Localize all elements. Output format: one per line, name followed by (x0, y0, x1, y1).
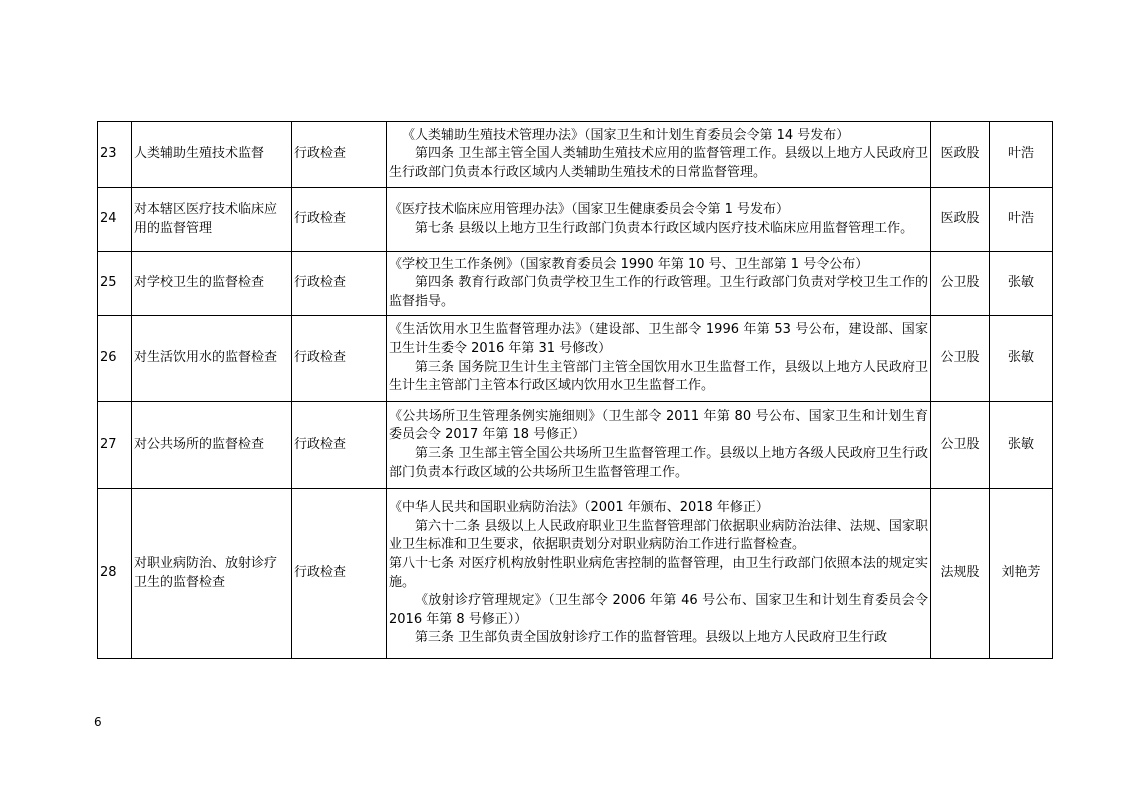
item-name: 对公共场所的监督检查 (132, 402, 292, 489)
legal-basis-paragraph: 第三条 卫生部主管全国公共场所卫生监督管理工作。县级以上地方各级人民政府卫生行政部门负责本行政区域的公共场所卫生监督管理工作。 (389, 446, 928, 480)
legal-basis-paragraph: 第八十七条 对医疗机构放射性职业病危害控制的监督管理，由卫生行政部门依照本法的规定实施。 (389, 555, 928, 590)
item-name: 对职业病防治、放射诊疗卫生的监督检查 (132, 489, 292, 659)
item-legal-basis (387, 402, 931, 489)
item-name: 对生活饮用水的监督检查 (132, 316, 292, 402)
responsible-department: 公卫股 (931, 402, 990, 489)
item-type: 行政检查 (292, 402, 387, 489)
table-row (98, 402, 1053, 489)
legal-basis-paragraph: 《公共场所卫生管理条例实施细则》（卫生部令 2011 年第 80 号公布、国家卫生和计划生育委员会令 2017 年第 18 号修正） (389, 408, 928, 443)
legal-basis-paragraph: 第四条 卫生部主管全国人类辅助生殖技术应用的监督管理工作。县级以上地方人民政府卫生行政部门负责本行政区域内人类辅助生殖技术的日常监督管理。 (389, 146, 928, 180)
legal-basis-paragraph: 《人类辅助生殖技术管理办法》（国家卫生和计划生育委员会令第 14 号发布） (402, 127, 850, 143)
responsible-person: 张敏 (990, 252, 1053, 316)
table-row (98, 316, 1053, 402)
responsible-department: 法规股 (931, 489, 990, 659)
item-type: 行政检查 (292, 122, 387, 188)
item-number: 28 (98, 489, 132, 659)
responsible-person: 张敏 (990, 402, 1053, 489)
responsible-person: 叶浩 (990, 188, 1053, 252)
item-number: 24 (98, 188, 132, 252)
item-name: 人类辅助生殖技术监督 (132, 122, 292, 188)
page-number: 6 (94, 715, 102, 729)
item-number: 26 (98, 316, 132, 402)
table-row (98, 122, 1053, 188)
item-number: 27 (98, 402, 132, 489)
legal-basis-paragraph: 第六十二条 县级以上人民政府职业卫生监督管理部门依据职业病防治法律、法规、国家职业卫生标准和卫生要求，依据职责划分对职业病防治工作进行监督检查。 (389, 518, 928, 553)
responsible-department: 医政股 (931, 122, 990, 188)
item-legal-basis (387, 188, 931, 252)
legal-basis-paragraph: 《生活饮用水卫生监督管理办法》（建设部、卫生部令 1996 年第 53 号公布，建设部、国家卫生计生委令 2016 年第 31 号修改） (389, 322, 928, 356)
table-body (98, 122, 1053, 659)
legal-basis-paragraph: 《学校卫生工作条例》（国家教育委员会 1990 年第 10 号、卫生部第 1 号令公布） (389, 256, 869, 272)
responsible-person: 刘艳芳 (990, 489, 1053, 659)
item-legal-basis (387, 252, 931, 316)
legal-basis-paragraph: 《放射诊疗管理规定》（卫生部令 2006 年第 46 号公布、国家卫生和计划生育委员会令 2016 年第 8 号修正）） (389, 593, 928, 627)
item-number: 25 (98, 252, 132, 316)
legal-basis-paragraph: 第四条 教育行政部门负责学校卫生工作的行政管理。卫生行政部门负责对学校卫生工作的监督指导。 (389, 275, 928, 309)
item-legal-basis (387, 316, 931, 402)
legal-basis-paragraph: 第三条 国务院卫生计生主管部门主管全国饮用水卫生监督工作，县级以上地方人民政府卫生计生主管部门主管本行政区域内饮用水卫生监督工作。 (389, 359, 928, 394)
item-type: 行政检查 (292, 316, 387, 402)
item-type: 行政检查 (292, 188, 387, 252)
item-legal-basis (387, 122, 931, 188)
item-number: 23 (98, 122, 132, 188)
responsible-department: 公卫股 (931, 316, 990, 402)
item-legal-basis (387, 489, 931, 659)
responsible-department: 医政股 (931, 188, 990, 252)
responsible-department: 公卫股 (931, 252, 990, 316)
responsible-person: 张敏 (990, 316, 1053, 402)
table-row (98, 188, 1053, 252)
responsible-person: 叶浩 (990, 122, 1053, 188)
inspection-items-table (97, 121, 1053, 659)
legal-basis-paragraph: 第三条 卫生部负责全国放射诊疗工作的监督管理。县级以上地方人民政府卫生行政 (415, 630, 888, 646)
legal-basis-paragraph: 第七条 县级以上地方卫生行政部门负责本行政区域内医疗技术临床应用监督管理工作。 (415, 220, 914, 236)
legal-basis-paragraph: 《中华人民共和国职业病防治法》（2001 年颁布、2018 年修正） (389, 500, 769, 516)
item-type: 行政检查 (292, 252, 387, 316)
table-row (98, 252, 1053, 316)
item-type: 行政检查 (292, 489, 387, 659)
item-name: 对本辖区医疗技术临床应用的监督管理 (132, 188, 292, 252)
table-row (98, 489, 1053, 659)
item-name: 对学校卫生的监督检查 (132, 252, 292, 316)
legal-basis-paragraph: 《医疗技术临床应用管理办法》（国家卫生健康委员会令第 1 号发布） (389, 201, 790, 217)
